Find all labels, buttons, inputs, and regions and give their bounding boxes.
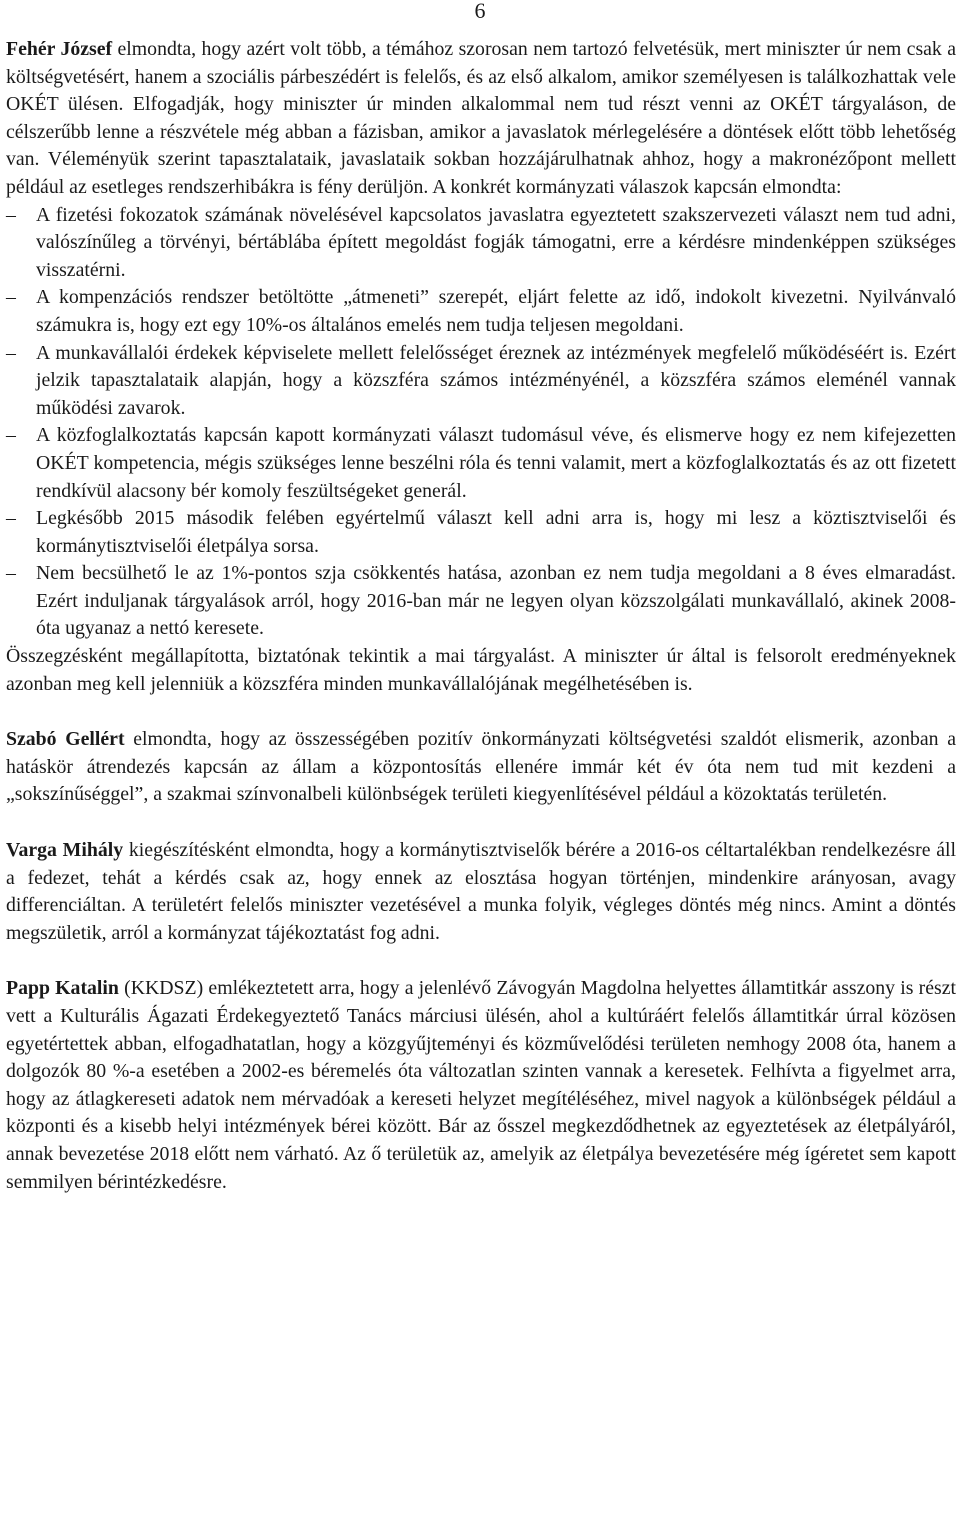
list-item	[6, 422, 956, 505]
speaker-name: Varga Mihály	[6, 839, 124, 862]
page-number: 6	[474, 0, 486, 23]
list-item-text: A közfoglalkoztatás kapcsán kapott kormányzati választ tudomásul véve, és elismerve hogy ez nem kifejezetten OKÉT kompetencia, mégis szükséges lenne beszélni róla és tenni valamit, mert a közfoglalkoztatás és az ott fizetett rendkívül alacsony bér komoly feszültségeket generál.	[36, 424, 956, 502]
list-item-text: A munkavállalói érdekek képviselete mellett felelősséget éreznek az intézmények megfelelő működéséért is. Ezért jelzik tapasztalataik alapján, hogy a közszféra számos intézményénél, a közszféra számos eleménél vannak működési zavarok.	[36, 341, 956, 419]
paragraph-text: elmondta, hogy azért volt több, a témához szorosan nem tartozó felvetésük, mert miniszter úr nem csak a költségvetésért, hanem a szociális párbeszédért is felelős, és az első alkalom, amikor személyesen is találkozhattak vele OKÉT ülésen. Elfogadják, hogy miniszter úr minden alkalommal nem tud részt venni az OKÉT tárgyaláson, de célszerűbb lenne a részvétele még abban a fázisban, amikor a javaslatok mérlegelésére a döntések előtt több lehetőség van. Véleményük szerint tapasztalataik, javaslataik sokban hozzájárulhatnak ahhoz, hogy a makronézőpont mellett például az esetleges rendszerhibákra is fény derüljön. A konkrét kormányzati válaszok kapcsán elmondta:	[6, 38, 957, 198]
list-item	[6, 340, 956, 423]
list-item	[6, 284, 956, 339]
dash-marker: –	[6, 286, 16, 309]
speaker-name: Szabó Gellért	[6, 728, 125, 751]
paragraph-text: (KKDSZ) emlékeztetett arra, hogy a jelenlévő Závogyán Magdolna helyettes államtitkár asszony is részt vett a Kulturális Ágazati Érdekegyeztető Tanács márciusi ülésén, ahol a kultúráért felelős államtitkár úrral közösen egyetértettek abban, elfogadhatatlan, hogy a közgyűjteményi és közművelődési területen nemhogy 2008 óta, hanem a dolgozók 80 %-a esetében a 2002-es béremelés óta változatlan szinten vannak a keresetek. Felhívta a figyelmet arra, hogy az átlagkereseti adatok nem mérvadóak a kereseti helyzet megítéléséhez, mivel nagyok a különbségek például a központi és a kisebb helyi intézmények bérei között. Bár az ősszel megkezdődhetnek az egyeztetések az életpályáról, annak bevezetése 2018 előtt nem várható. Az ő területük az, amelyik az életpálya bevezetésére még ígéretet sem kapott semmilyen bérintézkedésre.	[6, 977, 956, 1193]
document-body	[6, 0, 956, 1196]
dash-marker: –	[6, 341, 16, 364]
speaker-name: Papp Katalin	[6, 977, 119, 1000]
list-item-text: A fizetési fokozatok számának növelésével kapcsolatos javaslatra egyeztetett szakszervezeti választ nem tud adni, valószínűleg a törvényi, bértáblába épített megoldást fogják támogatni, erre a kérdésre mindenképpen szükséges visszatérni.	[36, 203, 956, 281]
dash-marker: –	[6, 203, 16, 226]
paragraph-feher	[6, 36, 956, 202]
list-item-text: A kompenzációs rendszer betöltötte „átmeneti” szerepét, eljárt felette az idő, indokolt kivezetni. Nyilvánvaló számukra is, hogy ezt egy 10%-os általános emelés nem tudja teljesen megoldani.	[36, 286, 956, 336]
dash-marker: –	[6, 562, 16, 585]
speaker-name: Fehér József	[6, 38, 113, 60]
list-item	[6, 560, 956, 643]
paragraph-szabo	[6, 726, 956, 809]
list-item	[6, 505, 956, 560]
dash-marker: –	[6, 507, 16, 530]
list-item-text: Legkésőbb 2015 második felében egyértelmű választ kell adni arra is, hogy mi lesz a köztisztviselői és kormánytisztviselői életpálya sorsa.	[36, 507, 956, 557]
paragraph-summary: Összegzésként megállapította, biztatónak tekintik a mai tárgyalást. A miniszter úr által is felsorolt eredményeknek azonban meg kell jelenniük a közszféra minden munkavállalójának megélhetésében is.	[6, 645, 956, 695]
dash-marker: –	[6, 424, 16, 447]
response-list	[6, 202, 956, 644]
list-item	[6, 202, 956, 285]
paragraph-papp	[6, 975, 956, 1196]
paragraph-text: kiegészítésként elmondta, hogy a kormánytisztviselők bérére a 2016-os céltartalékban rendelkezésre áll a fedezet, tehát a kérdés csak az, hogy ennek az elosztása hogyan történjen, mindenkire arányosan, avagy differenciáltan. A területért felelős miniszter vezetésével a munka folyik, végleges döntés még nincs. Amint a döntés megszületik, arról a kormányzat tájékoztatást fog adni.	[6, 839, 957, 944]
list-item-text: Nem becsülhető le az 1%-pontos szja csökkentés hatása, azonban ez nem tudja megoldani a 8 éves elmaradást. Ezért induljanak tárgyalások arról, hogy 2016-ban már ne legyen olyan közszolgálati munkavállaló, akinek 2008-óta ugyanaz a nettó keresete.	[36, 562, 956, 640]
paragraph-text: elmondta, hogy az összességében pozitív önkormányzati költségvetési szaldót elismerik, azonban a hatáskör átrendezés kapcsán az állam a központosítás ellenére immár két év óta nem tud mit kezdeni a „sokszínűséggel”, a szakmai színvonalbeli különbségek területi kiegyenlítésével például a közoktatás területén.	[6, 728, 956, 806]
paragraph-varga	[6, 837, 956, 947]
